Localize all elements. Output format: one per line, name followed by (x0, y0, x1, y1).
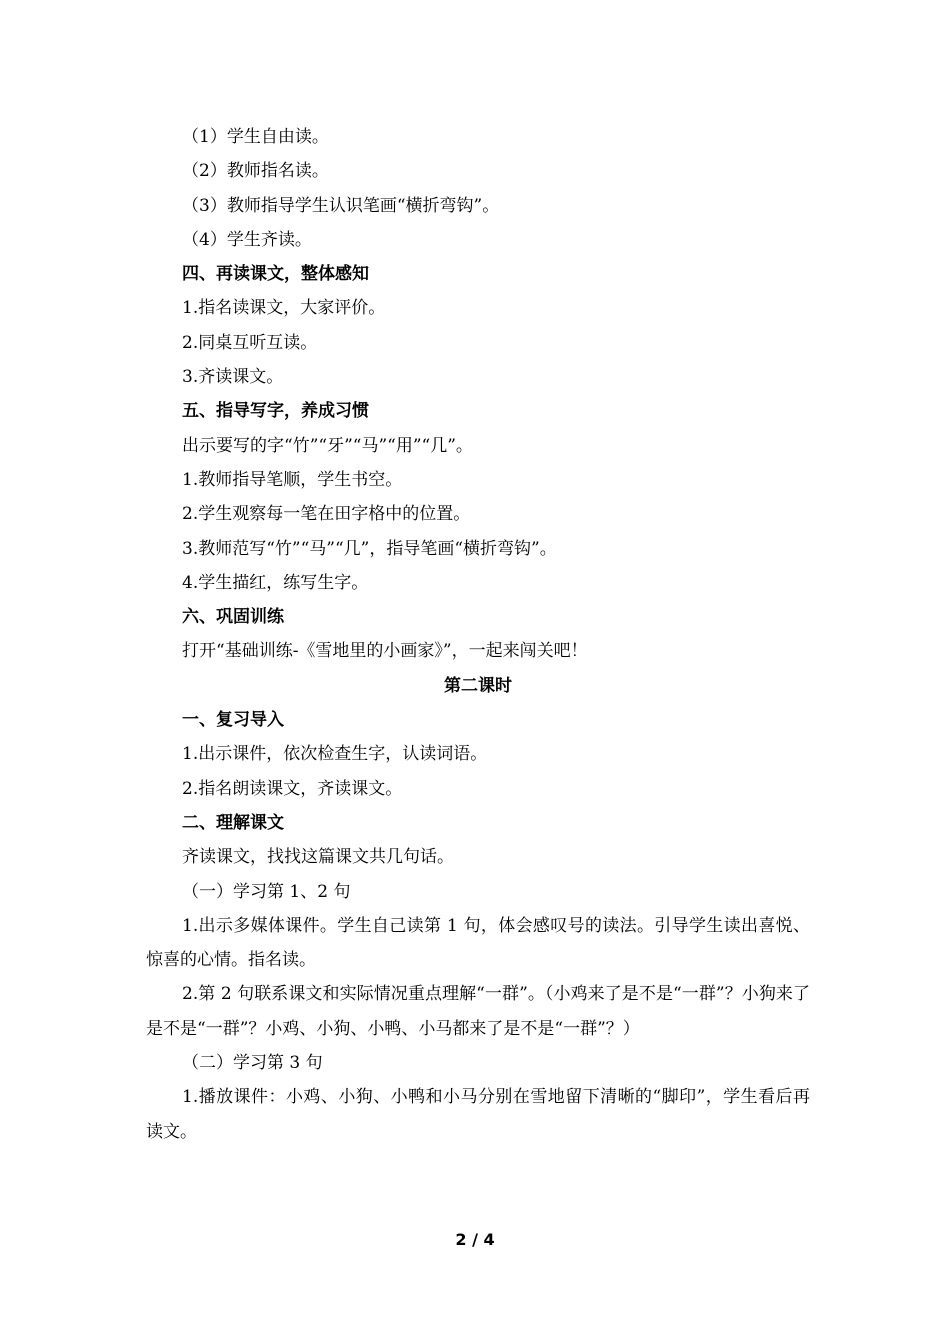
current-page-number: 2 (455, 1230, 467, 1249)
step-line: 3.齐读课文。 (182, 367, 284, 388)
section-heading: 五、指导写字，养成习惯 (182, 401, 369, 422)
step-line: 齐读课文，找找这篇课文共几句话。 (182, 847, 454, 868)
step-line: 打开“基础训练-《雪地里的小画家》”，一起来闯关吧！ (182, 641, 588, 662)
step-line: 2.学生观察每一笔在田字格中的位置。 (182, 504, 471, 525)
total-page-count: 4 (483, 1230, 495, 1249)
step-line: 2.指名朗读课文，齐读课文。 (182, 778, 403, 799)
subsection-heading: （一）学习第 1、2 句 (182, 881, 351, 902)
body-paragraph: 1.出示多媒体课件。学生自己读第 1 句，体会感叹号的读法。引导学生读出喜悦、惊喜的心情。指名读。 (146, 915, 810, 971)
step-line: （1）学生自由读。 (182, 127, 329, 147)
step-line: 出示要写的字“竹”“牙”“马”“用”“几”。 (182, 435, 473, 456)
page-content (146, 120, 810, 1149)
section-heading: 四、再读课文，整体感知 (182, 264, 369, 285)
page-footer (0, 1228, 950, 1252)
step-line: 1.出示课件，依次检查生字，认读词语。 (182, 744, 488, 765)
step-line: 1.教师指导笔顺，学生书空。 (182, 469, 403, 490)
step-line: 2.同桌互听互读。 (182, 332, 318, 353)
section-heading: 一、复习导入 (182, 710, 284, 731)
step-line: （3）教师指导学生认识笔画“横折弯钩”。 (182, 195, 500, 216)
subsection-heading: （二）学习第 3 句 (182, 1053, 323, 1074)
body-paragraph: 1.播放课件：小鸡、小狗、小鸭和小马分别在雪地留下清晰的“脚印”，学生看后再读文。 (146, 1087, 810, 1142)
section-heading: 二、理解课文 (182, 812, 284, 833)
page-separator: / (472, 1230, 478, 1249)
step-line: 3.教师范写“竹”“马”“几”，指导笔画“横折弯钩”。 (182, 538, 557, 559)
step-line: 1.指名读课文，大家评价。 (182, 298, 386, 319)
lesson-title: 第二课时 (444, 675, 512, 696)
body-paragraph: 2.第 2 句联系课文和实际情况重点理解“一群”。（小鸡来了是不是“一群”？小狗来了是不是“一群”？小鸡、小狗、小鸭、小马都来了是不是“一群”？） (146, 984, 810, 1039)
step-line: （2）教师指名读。 (182, 161, 329, 182)
step-line: 4.学生描红，练写生字。 (182, 572, 369, 593)
step-line: （4）学生齐读。 (182, 229, 312, 250)
section-heading: 六、巩固训练 (182, 607, 284, 628)
